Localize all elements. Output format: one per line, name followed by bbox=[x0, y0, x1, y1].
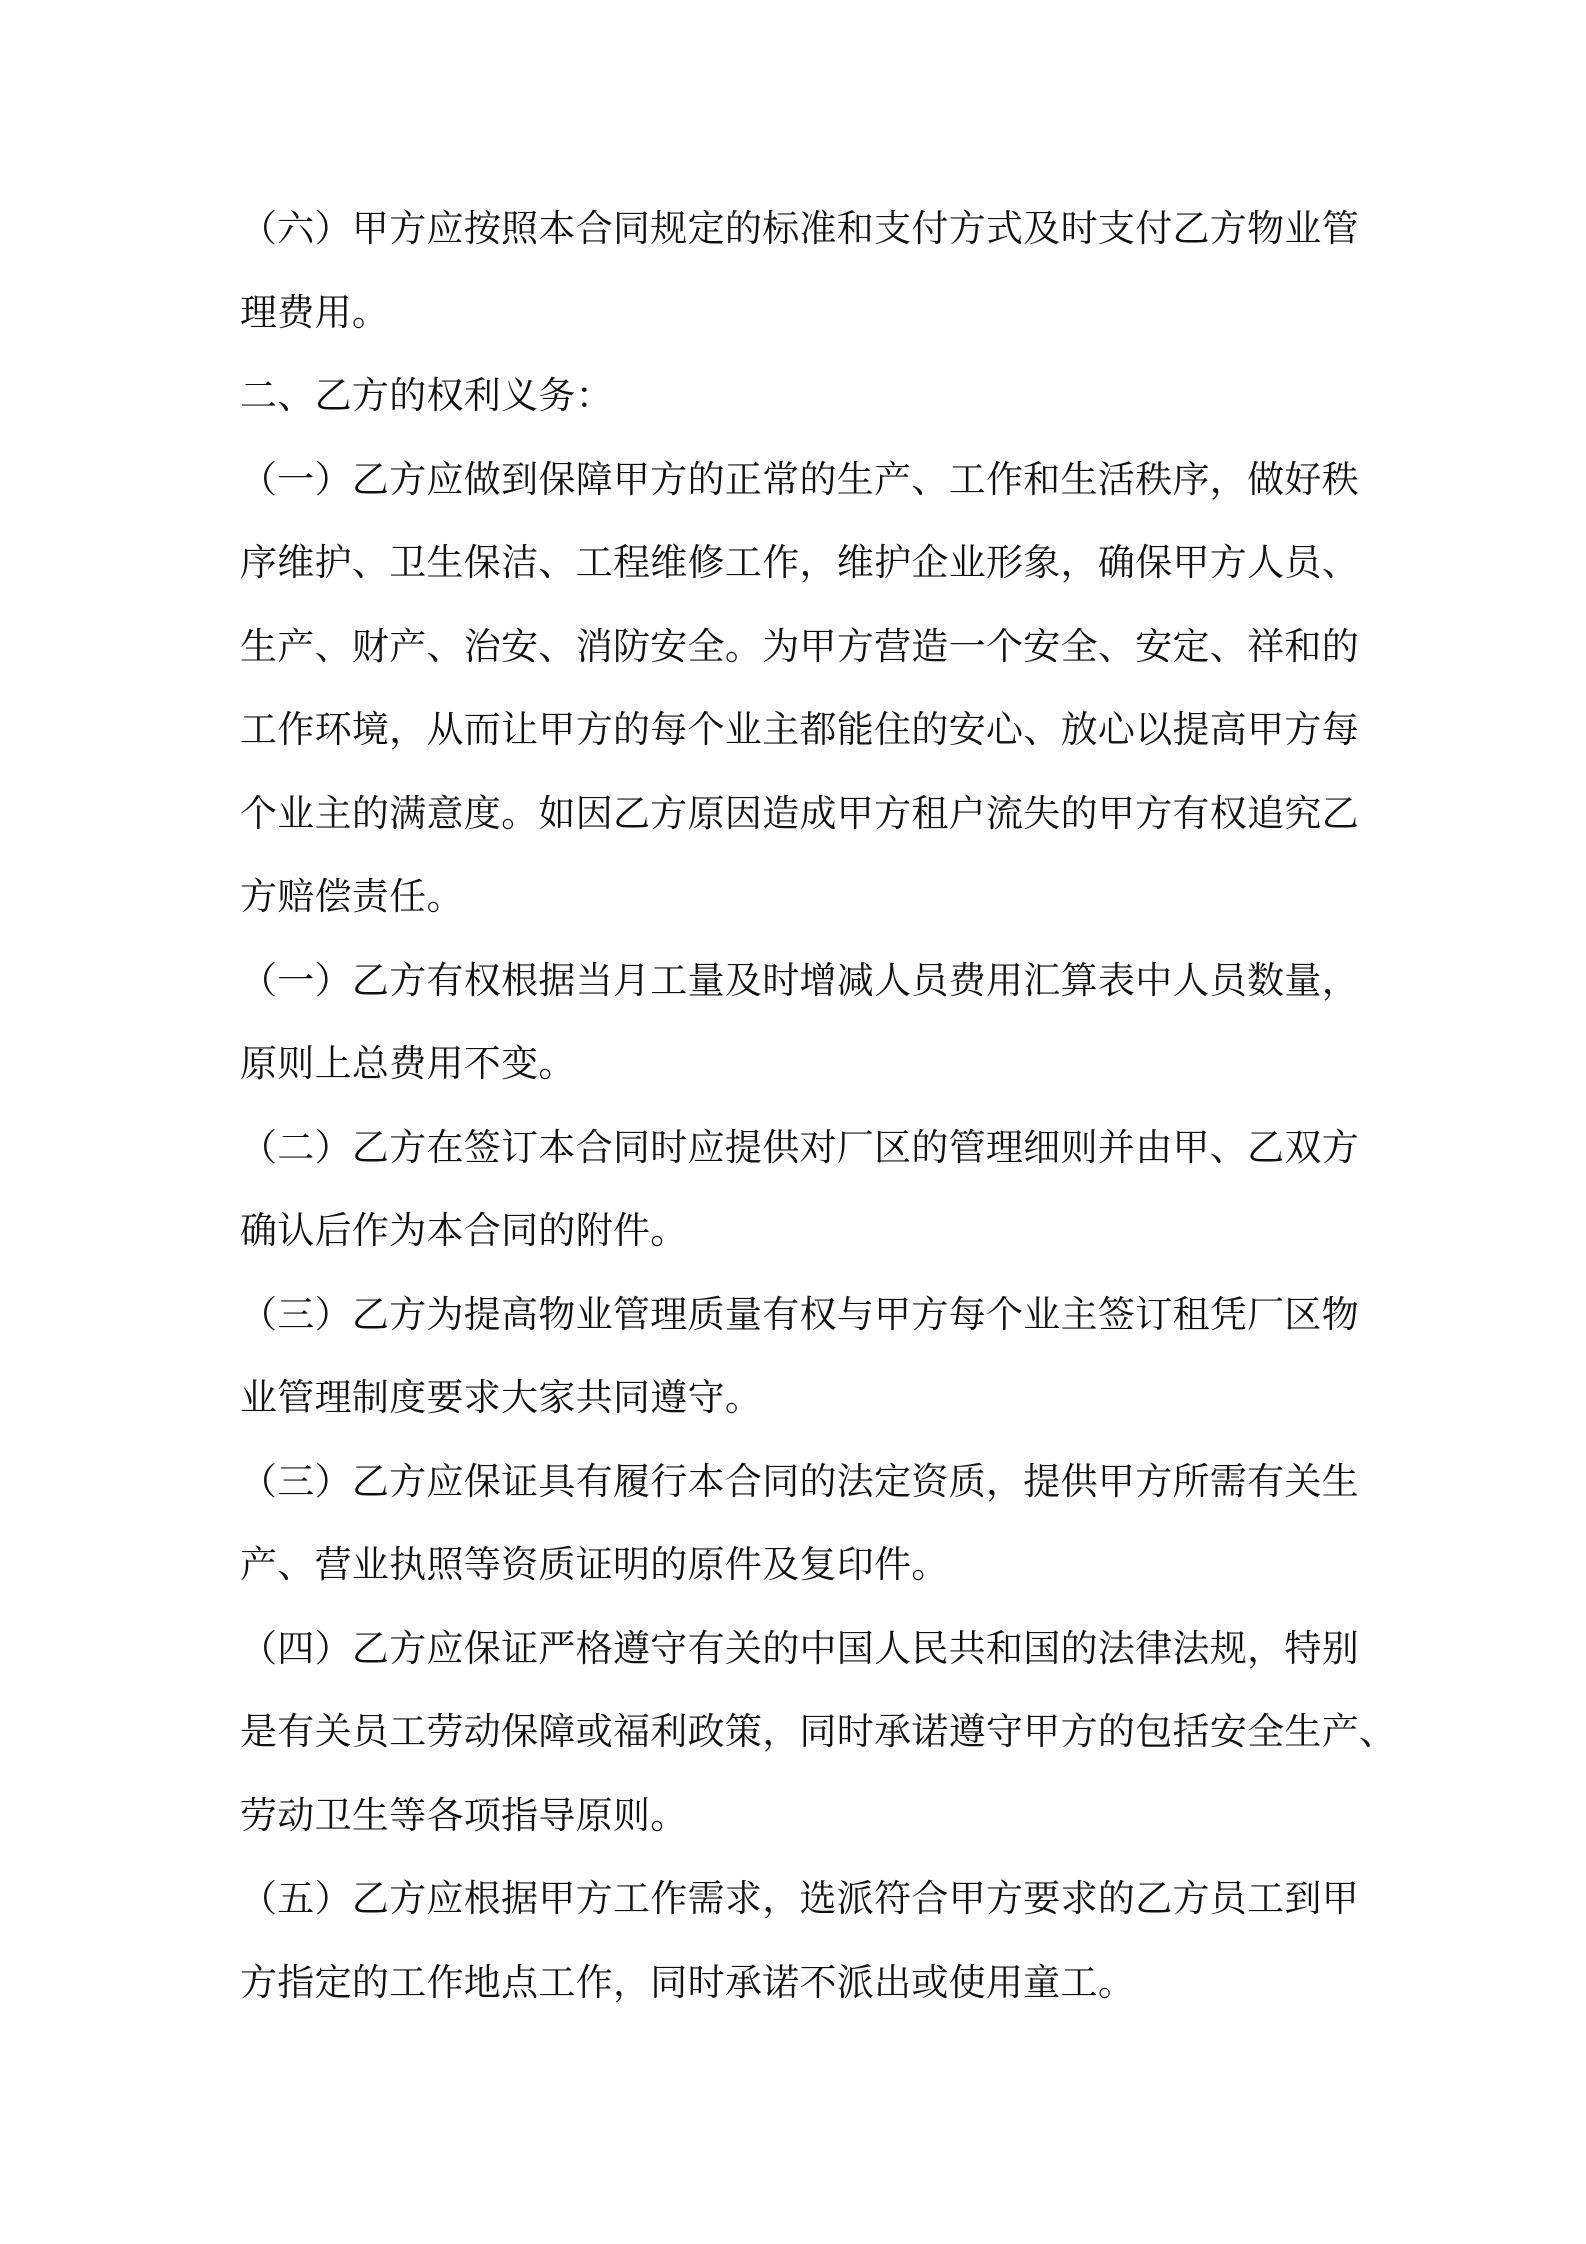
text-line: 序维护、卫生保洁、工程维修工作，维护企业形象，确保甲方人员、 bbox=[240, 541, 1359, 584]
document-body bbox=[240, 200, 1397, 2037]
text-line: 确认后作为本合同的附件。 bbox=[240, 1209, 688, 1252]
text-line: （一）乙方有权根据当月工量及时增减人员费用汇算表中人员数量， bbox=[240, 958, 1359, 1002]
text-line: 方赔偿责任。 bbox=[240, 875, 464, 918]
text-line: （三）乙方应保证具有履行本合同的法定资质，提供甲方所需有关生 bbox=[240, 1459, 1359, 1503]
text-line: 理费用。 bbox=[240, 290, 390, 334]
text-line: 工作环境，从而让甲方的每个业主都能住的安心、放心以提高甲方每 bbox=[240, 708, 1359, 751]
text-line: （一）乙方应做到保障甲方的正常的生产、工作和生活秩序，做好秩 bbox=[240, 457, 1359, 501]
text-line: （三）乙方为提高物业管理质量有权与甲方每个业主签订租凭厂区物 bbox=[240, 1292, 1359, 1336]
text-line: 产、营业执照等资质证明的原件及复印件。 bbox=[240, 1543, 949, 1586]
text-line: （六）甲方应按照本合同规定的标准和支付方式及时支付乙方物业管 bbox=[240, 207, 1359, 250]
section-heading: 二、乙方的权利义务： bbox=[240, 374, 613, 417]
text-line: 是有关员工劳动保障或福利政策，同时承诺遵守甲方的包括安全生产、 bbox=[240, 1710, 1397, 1753]
text-line: 个业主的满意度。如因乙方原因造成甲方租户流失的甲方有权追究乙 bbox=[240, 791, 1359, 835]
text-line: （五）乙方应根据甲方工作需求，选派符合甲方要求的乙方员工到甲 bbox=[240, 1877, 1359, 1920]
text-line: 原则上总费用不变。 bbox=[240, 1042, 576, 1085]
text-line: 生产、财产、治安、消防安全。为甲方营造一个安全、安定、祥和的 bbox=[240, 624, 1359, 668]
text-line: （四）乙方应保证严格遵守有关的中国人民共和国的法律法规，特别 bbox=[240, 1626, 1359, 1670]
text-line: 业管理制度要求大家共同遵守。 bbox=[240, 1376, 763, 1419]
text-line: 方指定的工作地点工作，同时承诺不派出或使用童工。 bbox=[240, 1960, 1136, 2004]
text-line: （二）乙方在签订本合同时应提供对厂区的管理细则并由甲、乙双方 bbox=[240, 1125, 1359, 1169]
text-line: 劳动卫生等各项指导原则。 bbox=[240, 1793, 688, 1837]
